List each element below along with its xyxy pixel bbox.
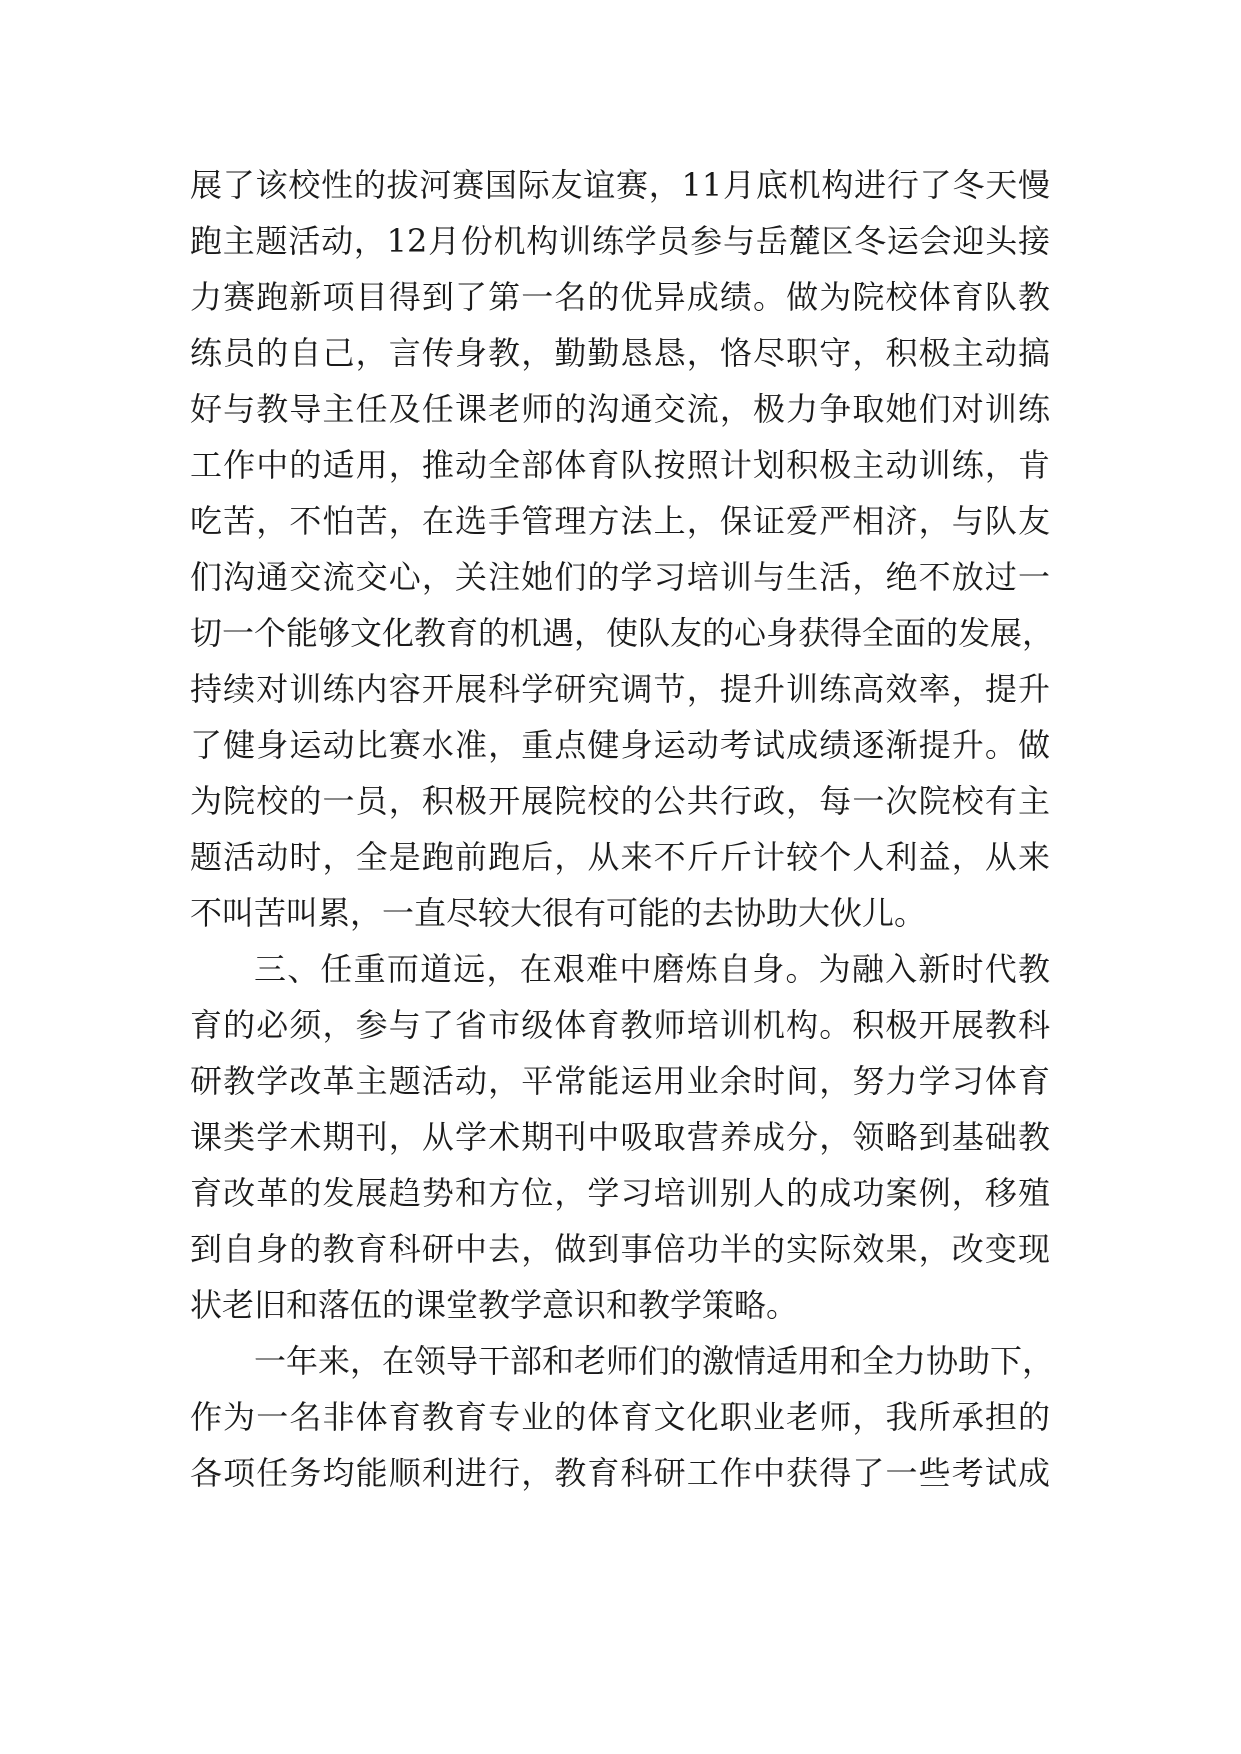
- text-line: 一年来，在领导干部和老师们的激情适用和全力协助下，: [254, 1342, 1055, 1380]
- text-line: 作为一名非体育教育专业的体育文化职业老师，我所承担的: [190, 1398, 1050, 1436]
- text-line: 各项任务均能顺利进行，教育科研工作中获得了一些考试成: [190, 1454, 1050, 1492]
- text-line: 练员的自己，言传身教，勤勤恳恳，恪尽职守，积极主动搞: [190, 334, 1050, 372]
- text-line: 跑主题活动，12月份机构训练学员参与岳麓区冬运会迎头接: [190, 222, 1050, 260]
- text-line: 展了该校性的拔河赛国际友谊赛，11月底机构进行了冬天慢: [190, 166, 1050, 204]
- text-line: 状老旧和落伍的课堂教学意识和教学策略。: [190, 1286, 799, 1324]
- text-line: 切一个能够文化教育的机遇，使队友的心身获得全面的发展，: [190, 614, 1055, 652]
- text-line: 育的必须，参与了省市级体育教师培训机构。积极开展教科: [190, 1006, 1050, 1044]
- text-line: 育改革的发展趋势和方位，学习培训别人的成功案例，移殖: [190, 1174, 1050, 1212]
- body-text: [190, 157, 1055, 1501]
- text-line: 工作中的适用，推动全部体育队按照计划积极主动训练，肯: [190, 446, 1050, 484]
- text-line: 到自身的教育科研中去，做到事倍功半的实际效果，改变现: [190, 1230, 1050, 1268]
- text-line: 为院校的一员，积极开展院校的公共行政，每一次院校有主: [190, 782, 1050, 820]
- text-line: 吃苦，不怕苦，在选手管理方法上，保证爱严相济，与队友: [190, 502, 1050, 540]
- text-line: 们沟通交流交心，关注她们的学习培训与生活，绝不放过一: [190, 558, 1050, 596]
- text-line: 不叫苦叫累，一直尽较大很有可能的去协助大伙儿。: [190, 894, 927, 932]
- text-line: 好与教导主任及任课老师的沟通交流，极力争取她们对训练: [190, 390, 1050, 428]
- text-line: 题活动时，全是跑前跑后，从来不斤斤计较个人利益，从来: [190, 838, 1050, 876]
- text-line: 研教学改革主题活动，平常能运用业余时间，努力学习体育: [190, 1062, 1050, 1100]
- text-line: 力赛跑新项目得到了第一名的优异成绩。做为院校体育队教: [190, 278, 1050, 316]
- text-line: 课类学术期刊，从学术期刊中吸取营养成分，领略到基础教: [190, 1118, 1050, 1156]
- text-line: 三、任重而道远，在艰难中磨炼自身。为融入新时代教: [254, 950, 1050, 988]
- text-line: 持续对训练内容开展科学研究调节，提升训练高效率，提升: [190, 670, 1050, 708]
- text-line: 了健身运动比赛水准，重点健身运动考试成绩逐渐提升。做: [190, 726, 1050, 764]
